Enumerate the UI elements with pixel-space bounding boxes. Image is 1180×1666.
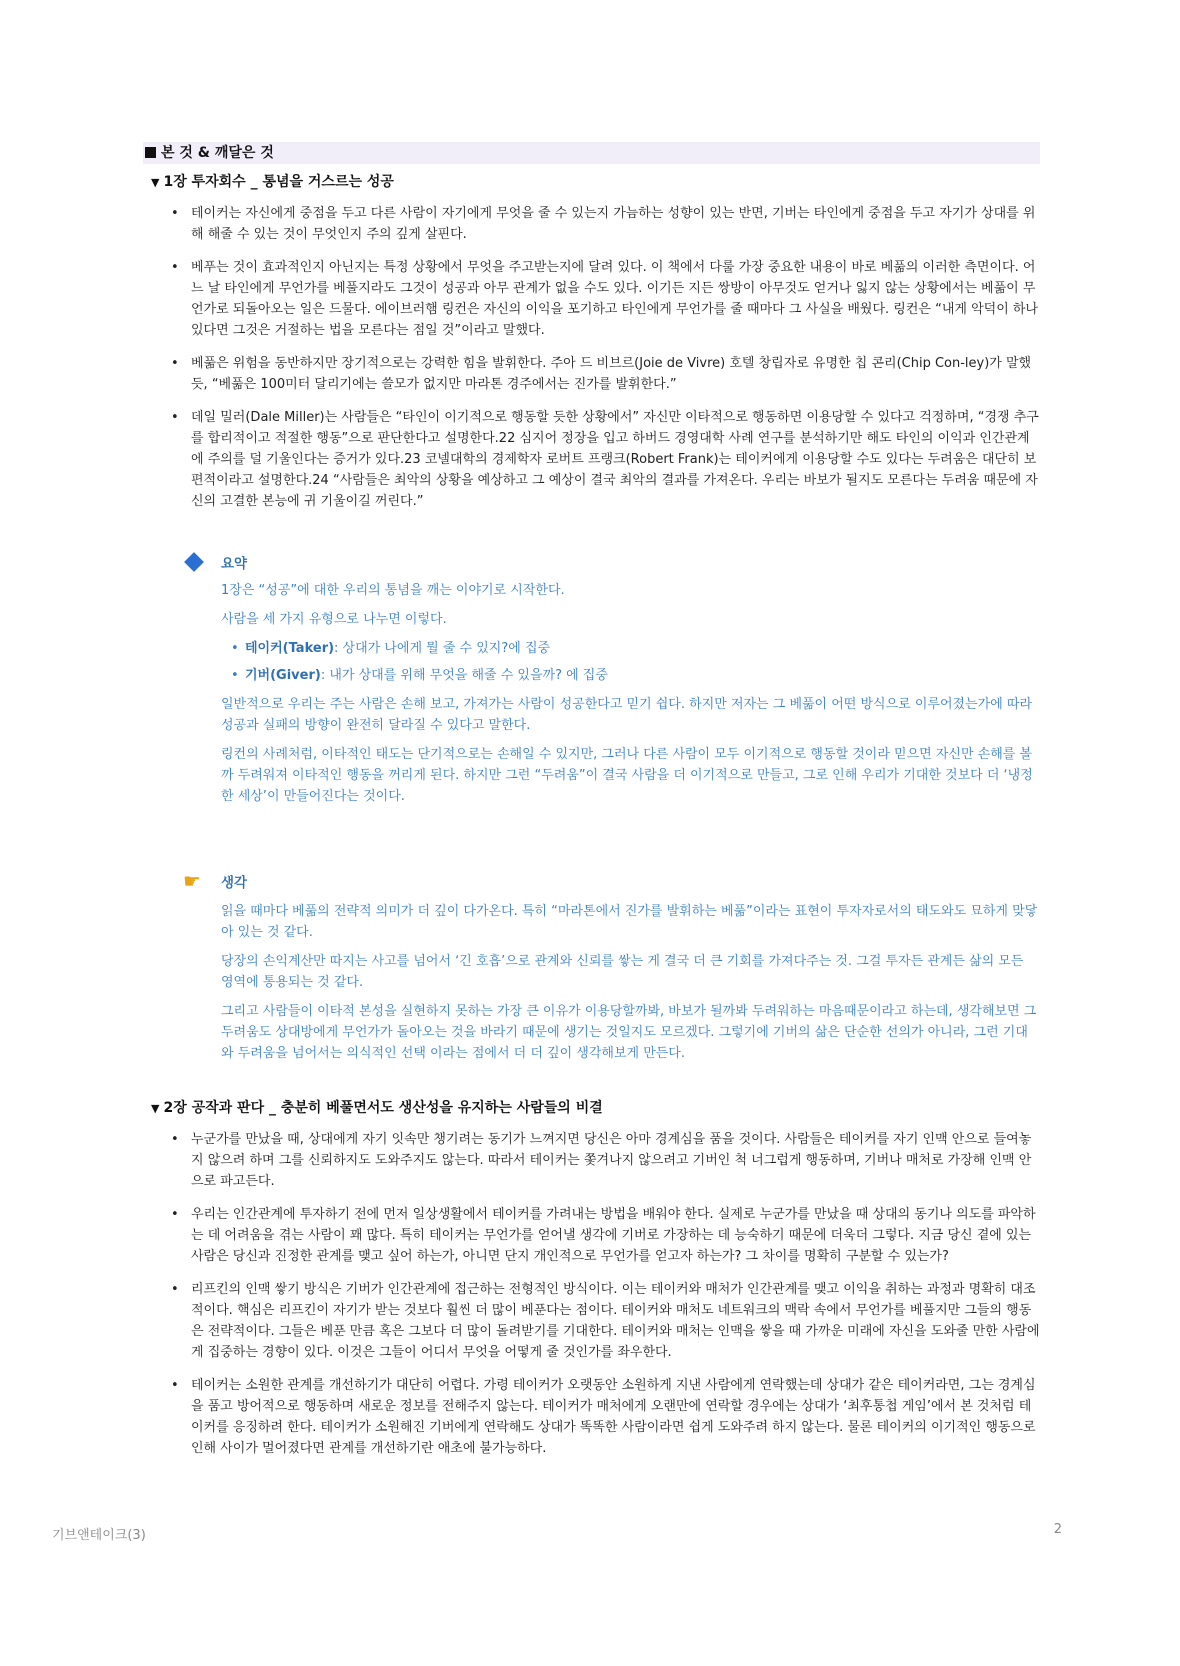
thought-paragraph: 읽을 때마다 베풂의 전략적 의미가 더 깊이 다가온다. 특히 “마라톤에서 진가를 발휘하는 베풂”이라는 표현이 투자자로서의 태도와도 묘하게 맞닿아 있는 것 같다. <box>221 904 1038 940</box>
list-item: • 데일 밀러(Dale Miller)는 사람들은 “타인이 이기적으로 행동할 듯한 상황에서” 자신만 이타적으로 행동하면 이용당할 수 있다고 걱정하며, “경쟁 추구를 합리적이고 적절한 행동”으로 판단한다고 설명한다.22 심지어 정장을 입고 하버드 경영대학 사례 연구를 분석하기만 해도 타인의 이익과 인간관계에 주의를 덜 기울인다는 증거가 있다.23 코넬대학의 경제학자 로버트 프랭크(Robert Frank)는 테이커에게 이용당할 수도 있다는 두려움은 대단히 보편적이라고 설명한다.24 “사람들은 최악의 상황을 예상하고 그 예상이 결국 최악의 결과를 가져온다. 우리는 바보가 될지도 모른다는 두려움 때문에 자신의 고결한 본능에 귀 기울이길 꺼린다.” <box>191 407 1040 512</box>
chapter-2-list <box>143 1129 1040 1459</box>
thought-callout <box>183 869 1040 1064</box>
thought-title: 생각 <box>221 875 248 891</box>
summary-paragraph: 일반적으로 우리는 주는 사람은 손해 보고, 가져가는 사람이 성공한다고 믿기 쉽다. 하지만 저자는 그 베풂이 어떤 방식으로 이루어졌는가에 따라 성공과 실패의 방향이 완전히 달라질 수 있다고 말한다. <box>221 697 1033 733</box>
type-list <box>221 638 1040 686</box>
list-item: • 테이커는 소원한 관계를 개선하기가 대단히 어렵다. 가령 테이커가 오랫동안 소원하게 지낸 사람에게 연락했는데 상대가 같은 테이커라면, 그는 경계심을 품고 방어적으로 행동하며 새로운 정보를 전해주지 않는다. 테이커가 매처에게 오랜만에 연락할 경우에는 상대가 ‘최후통첩 게임’에서 본 것처럼 테이커를 응징하려 한다. 테이커가 소원해진 기버에게 연락해도 상대가 똑똑한 사람이라면 쉽게 도와주려 하지 않는다. 물론 테이커의 이기적인 행동으로 인해 사이가 멀어졌다면 관계를 개선하기란 애초에 불가능하다. <box>191 1375 1040 1459</box>
giver-desc: : 내가 상대를 위해 무엇을 해줄 수 있을까? 에 집중 <box>320 668 608 683</box>
list-item: • 리프킨의 인맥 쌓기 방식은 기버가 인간관계에 접근하는 전형적인 방식이다. 이는 테이커와 매처가 인간관계를 맺고 이익을 취하는 과정과 명확히 대조적이다. 핵심은 리프킨이 자기가 받는 것보다 훨씬 더 많이 베푼다는 점이다. 테이커와 매처도 네트워크의 맥락 속에서 무언가를 베풀지만 그들의 행동은 전략적이다. 그들은 베푼 만큼 혹은 그보다 더 많이 돌려받기를 기대한다. 테이커와 매처는 인맥을 쌓을 때 가까운 미래에 자신을 도와줄 만한 사람에게 집중하는 경향이 있다. 이것은 그들이 어디서 무엇을 어떻게 줄 것인가를 좌우한다. <box>191 1279 1040 1363</box>
thought-body <box>183 901 1040 1064</box>
thought-paragraph: 그리고 사람들이 이타적 본성을 실현하지 못하는 가장 큰 이유가 이용당할까봐, 바보가 될까봐 두려워하는 마음때문이라고 하는데, 생각해보면 그 두려움도 상대방에게 무언가가 돌아오는 것을 바라기 때문에 생기는 것일지도 모르겠다. 그렇기에 기버의 삶은 단순한 선의가 아니라, 그런 기대와 두려움을 넘어서는 의식적인 선택 이라는 점에서 더 더 깊이 생각해보게 만든다. <box>221 1004 1037 1061</box>
taker-desc: : 상대가 나에게 뭘 줄 수 있지?에 집중 <box>334 641 551 656</box>
triangle-down-icon[interactable]: ▼ <box>151 176 160 189</box>
summary-callout <box>183 552 1040 807</box>
chapter-2-title: 2장 공작과 판다 _ 충분히 베풀면서도 생산성을 유지하는 사람들의 비결 <box>163 1100 603 1116</box>
triangle-down-icon[interactable]: ▼ <box>151 1102 160 1115</box>
square-icon <box>145 147 156 158</box>
list-item: • 베푸는 것이 효과적인지 아닌지는 특정 상황에서 무엇을 주고받는지에 달려 있다. 이 책에서 다룰 가장 중요한 내용이 바로 베풂의 이러한 측면이다. 어느 날 타인에게 무언가를 베풀지라도 그것이 성공과 아무 관계가 없을 수도 있다. 이기든 지든 쌍방이 아무것도 얻거나 잃지 않는 상황에서는 베풂이 무언가로 되돌아오는 일은 드물다. 에이브러햄 링컨은 자신의 이익을 포기하고 타인에게 무언가를 줄 때마다 그 사실을 배웠다. 링컨은 “내게 악덕이 하나 있다면 그것은 거절하는 법을 모른다는 점일 것”이라고 말했다. <box>191 257 1040 341</box>
section-header <box>143 142 1040 164</box>
page-content <box>143 142 1040 1471</box>
toggle-chapter-1[interactable] <box>151 172 1040 193</box>
pointing-hand-icon: ☛ <box>183 869 201 893</box>
section-header-text: 본 것 & 깨달은 것 <box>161 145 274 161</box>
summary-body <box>183 580 1040 807</box>
page-number: 2 <box>1053 1522 1062 1537</box>
summary-title: 요약 <box>221 556 248 572</box>
giver-term: 기버(Giver) <box>245 668 321 683</box>
thought-paragraph: 당장의 손익계산만 따지는 사고를 넘어서 ‘긴 호흡’으로 관계와 신뢰를 쌓는 게 결국 더 큰 기회를 가져다주는 것. 그걸 투자든 관계든 삶의 모든 영역에 통용되는 것 같다. <box>221 954 1024 990</box>
footer-doc-title: 기브앤테이크(3) <box>52 1528 146 1543</box>
summary-paragraph: 1장은 “성공”에 대한 우리의 통념을 깨는 이야기로 시작한다. <box>221 583 565 598</box>
taker-term: 테이커(Taker) <box>245 641 335 656</box>
list-item-taker <box>245 638 1040 659</box>
chapter-1-list <box>143 203 1040 512</box>
summary-title-row <box>183 552 1040 572</box>
thought-title-row <box>183 869 1040 893</box>
list-item: • 테이커는 자신에게 중점을 두고 다른 사람이 자기에게 무엇을 줄 수 있는지 가늠하는 성향이 있는 반면, 기버는 타인에게 중점을 두고 자기가 상대를 위해 해줄 수 있는 것이 무엇인지 주의 깊게 살핀다. <box>191 203 1040 245</box>
list-item-giver <box>245 665 1040 686</box>
summary-paragraph: 사람을 세 가지 유형으로 나누면 이렇다. <box>221 612 447 627</box>
chapter-1-title: 1장 투자회수 _ 통념을 거스르는 성공 <box>163 174 394 190</box>
list-item: • 우리는 인간관계에 투자하기 전에 먼저 일상생활에서 테이커를 가려내는 방법을 배워야 한다. 실제로 누군가를 만났을 때 상대의 동기나 의도를 파악하는 데 어려움을 겪는 사람이 꽤 많다. 특히 테이커는 무언가를 얻어낼 생각에 기버로 가장하는 데 능숙하기 때문에 더욱더 그렇다. 지금 당신 곁에 있는 사람은 당신과 진정한 관계를 맺고 싶어 하는가, 아니면 단지 개인적으로 무언가를 얻고자 하는가? 그 차이를 명확히 구분할 수 있는가? <box>191 1204 1040 1267</box>
summary-paragraph: 링컨의 사례처럼, 이타적인 태도는 단기적으로는 손해일 수 있지만, 그러나 다른 사람이 모두 이기적으로 행동할 것이라 믿으면 자신만 손해를 볼까 두려워져 이타적인 행동을 꺼리게 된다. 하지만 그런 “두려움”이 결국 사람을 더 이기적으로 만들고, 그로 인해 우리가 기대한 것보다 더 ‘냉정한 세상’이 만들어진다는 것이다. <box>221 747 1033 804</box>
list-item: • 누군가를 만났을 때, 상대에게 자기 잇속만 챙기려는 동기가 느껴지면 당신은 아마 경계심을 품을 것이다. 사람들은 테이커를 자기 인맥 안으로 들여놓지 않으려 하며 그를 신뢰하지도 도와주지도 않는다. 따라서 테이커는 쫓겨나지 않으려고 기버인 척 너그럽게 행동하며, 기버나 매처로 가장해 인맥 안으로 파고든다. <box>191 1129 1040 1192</box>
blue-diamond-icon <box>183 555 221 569</box>
list-item: • 베풂은 위험을 동반하지만 장기적으로는 강력한 힘을 발휘한다. 주아 드 비브르(Joie de Vivre) 호텔 창립자로 유명한 칩 콘리(Chip Con-ley)가 말했듯, “베풂은 100미터 달리기에는 쓸모가 없지만 마라톤 경주에서는 진가를 발휘한다.” <box>191 353 1040 395</box>
toggle-chapter-2[interactable] <box>151 1098 1040 1119</box>
